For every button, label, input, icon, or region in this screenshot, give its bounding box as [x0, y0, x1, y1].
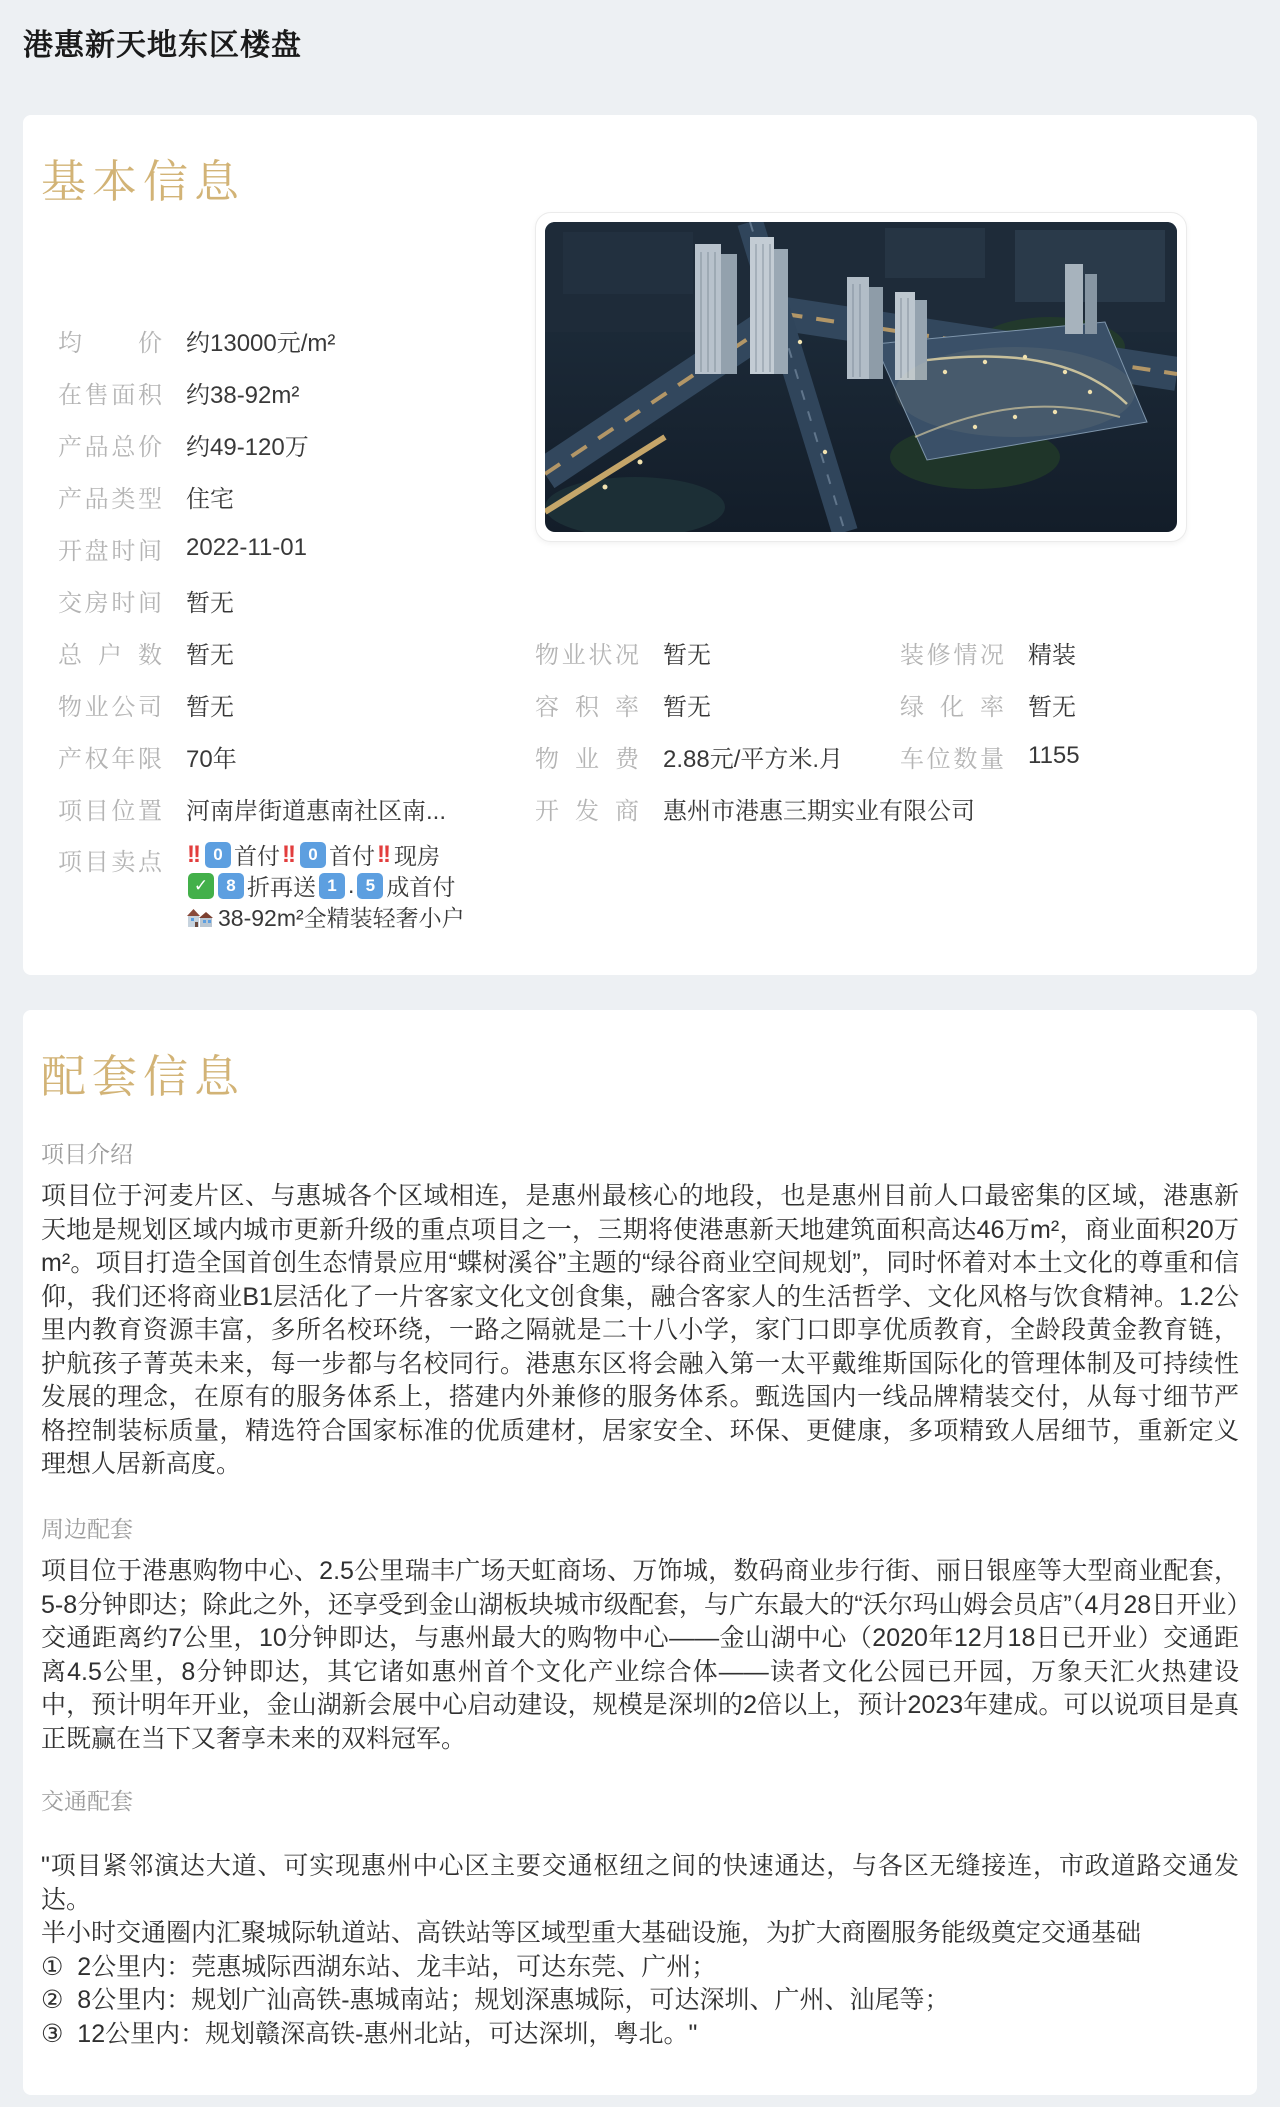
field-row	[535, 626, 905, 678]
transport-line: "项目紧邻演达大道、可实现惠州中心区主要交通枢纽之间的快速通达，与各区无缝接连，市政道路交通发达。	[41, 1852, 1239, 1914]
field-value: 约13000元/m²	[186, 329, 336, 357]
keycap-digit-icon: 0	[205, 842, 231, 868]
selling-point-text: 折再送	[247, 874, 316, 900]
field-value: 约38-92m²	[186, 381, 300, 409]
field-value: 约49-120万	[186, 433, 309, 461]
field-row	[535, 730, 905, 782]
property-photo-card[interactable]	[535, 212, 1187, 542]
transport-facility-label: 交通配套	[41, 1788, 133, 1814]
selling-points-value	[186, 839, 466, 932]
field-label: 装修情况	[900, 641, 1004, 669]
selling-point-text: 首付	[328, 843, 375, 869]
field-value: 暂无	[186, 693, 234, 721]
field-label: 产品类型	[58, 485, 162, 513]
facility-section-title: 配套信息	[41, 1051, 246, 1102]
double-exclamation-icon: !!	[281, 840, 294, 868]
field-label: 物业公司	[58, 693, 162, 721]
field-label: 交房时间	[58, 589, 162, 617]
field-row	[58, 782, 538, 834]
transport-line: ① 2公里内：莞惠城际西湖东站、龙丰站，可达东莞、广州；	[41, 1952, 717, 1981]
field-row	[58, 626, 538, 678]
field-label: 产品总价	[58, 433, 162, 461]
field-row	[535, 678, 905, 730]
selling-point-line	[186, 901, 466, 932]
field-label: 在售面积	[58, 381, 162, 409]
field-label: 开盘时间	[58, 537, 162, 565]
field-value: 暂无	[1028, 693, 1076, 721]
selling-point-line	[186, 839, 466, 870]
field-value: 住宅	[186, 485, 234, 513]
transport-facility-paragraph	[41, 1850, 1239, 2051]
field-value: 2022-11-01	[186, 534, 307, 561]
field-row	[58, 418, 538, 470]
field-row	[58, 678, 538, 730]
field-row	[58, 314, 538, 366]
field-value: 暂无	[186, 589, 234, 617]
property-render-image[interactable]	[545, 222, 1177, 532]
basic-info-right-fields-b	[900, 626, 1210, 782]
field-value: 暂无	[186, 641, 234, 669]
field-label: 总户数	[58, 641, 162, 669]
keycap-digit-icon: 1	[319, 873, 345, 899]
selling-point-text: 38-92m²全精装轻奢小户	[218, 905, 465, 931]
selling-points-row	[58, 839, 466, 932]
selling-point-text: .	[348, 872, 355, 898]
selling-point-text: 成首付	[386, 874, 456, 900]
transport-line: 半小时交通圈内汇聚城际轨道站、高铁站等区域型重大基础设施，为扩大商圈服务能级奠定交通基础	[41, 1919, 1142, 1947]
field-label: 绿化率	[900, 693, 1004, 721]
field-row	[900, 678, 1210, 730]
field-label: 产权年限	[58, 745, 162, 773]
keycap-digit-icon: 0	[300, 842, 326, 868]
field-label: 容积率	[535, 693, 639, 721]
field-row	[58, 730, 538, 782]
field-label: 开发商	[535, 797, 639, 825]
basic-info-section-title: 基本信息	[41, 156, 246, 207]
selling-point-text: 首付	[233, 843, 280, 869]
selling-points-label: 项目卖点	[58, 849, 162, 876]
field-row	[58, 470, 538, 522]
field-label: 物业费	[535, 745, 639, 773]
keycap-digit-icon: 5	[357, 873, 383, 899]
field-row	[58, 574, 538, 626]
field-row	[58, 366, 538, 418]
facility-info-card	[23, 1010, 1257, 2095]
field-value: 精装	[1028, 641, 1076, 669]
field-value: 70年	[186, 745, 237, 773]
surrounding-facility-label: 周边配套	[41, 1516, 133, 1542]
field-value: 河南岸街道惠南社区南...	[186, 797, 447, 825]
aerial-night-render-graphic	[545, 222, 1177, 532]
project-intro-paragraph: 项目位于河麦片区、与惠城各个区域相连，是惠州最核心的地段，也是惠州目前人口最密集的区域，港惠新天地是规划区域内城市更新升级的重点项目之一，三期将使港惠新天地建筑面积高达46万m²，商业面积20万m²。项目打造全国首创生态情景应用“蝶树溪谷”主题的“绿谷商业空间规划”，同时怀着对本土文化的尊重和信仰，我们还将商业B1层活化了一片客家文化文创食集，融合客家人的生活哲学、文化风格与饮食精神。1.2公里内教育资源丰富，多所名校环绕，一路之隔就是二十八小学，家门口即享优质教育，全龄段黄金教育链，护航孩子菁英未来，每一步都与名校同行。港惠东区将会融入第一太平戴维斯国际化的管理体制及可持续性发展的理念，在原有的服务体系上，搭建内外兼修的服务体系。甄选国内一线品牌精装交付，从每寸细节严格控制装标质量，精选符合国家标准的优质建材，居家安全、环保、更健康，多项精致人居细节，重新定义理想人居新高度。	[41, 1182, 1239, 1478]
check-icon: ✓	[188, 873, 214, 899]
selling-point-text: 现房	[393, 843, 440, 869]
transport-line: ② 8公里内：规划广汕高铁-惠城南站；规划深惠城际，可达深圳、广州、汕尾等；	[41, 1986, 950, 2014]
surrounding-facility-paragraph: 项目位于港惠购物中心、2.5公里瑞丰广场天虹商场、万饰城，数码商业步行街、丽日银座等大型商业配套，5-8分钟即达；除此之外，还享受到金山湖板块城市级配套，与广东最大的“沃尔玛山姆会员店”（4月28日开业）交通距离约7公里，10分钟即达，与惠州最大的购物中心——金山湖中心（2020年12月18日已开业）交通距离4.5公里，8分钟即达，其它诸如惠州首个文化产业综合体——读者文化公园已开园，万象天汇火热建设中，预计明年开业，金山湖新会展中心启动建设，规模是深圳的2倍以上，预计2023年建成。可以说项目是真正既赢在当下又奢享未来的双料冠军。	[41, 1557, 1239, 1753]
project-intro-label: 项目介绍	[41, 1141, 133, 1167]
field-row	[58, 522, 538, 574]
field-value: 惠州市港惠三期实业有限公司	[663, 797, 975, 825]
field-row	[535, 782, 975, 834]
page-title: 港惠新天地东区楼盘	[23, 29, 302, 62]
field-label: 项目位置	[58, 797, 162, 825]
field-row	[900, 730, 1210, 782]
field-label: 均价	[58, 329, 162, 357]
field-row	[900, 626, 1210, 678]
double-exclamation-icon: !!	[376, 840, 389, 868]
basic-info-card	[23, 115, 1257, 975]
transport-line: ③ 12公里内：规划赣深高铁-惠州北站，可达深圳，粤北。"	[41, 2019, 698, 2048]
keycap-digit-icon: 8	[218, 873, 244, 899]
field-label: 物业状况	[535, 641, 639, 669]
selling-point-line	[186, 870, 466, 901]
basic-info-left-fields	[58, 314, 538, 834]
field-value: 1155	[1028, 742, 1080, 769]
field-value: 暂无	[663, 641, 711, 669]
field-label: 车位数量	[900, 745, 1004, 773]
field-value: 2.88元/平方米.月	[663, 745, 844, 773]
houses-icon	[186, 905, 214, 929]
field-value: 暂无	[663, 693, 711, 721]
double-exclamation-icon: !!	[187, 840, 199, 868]
